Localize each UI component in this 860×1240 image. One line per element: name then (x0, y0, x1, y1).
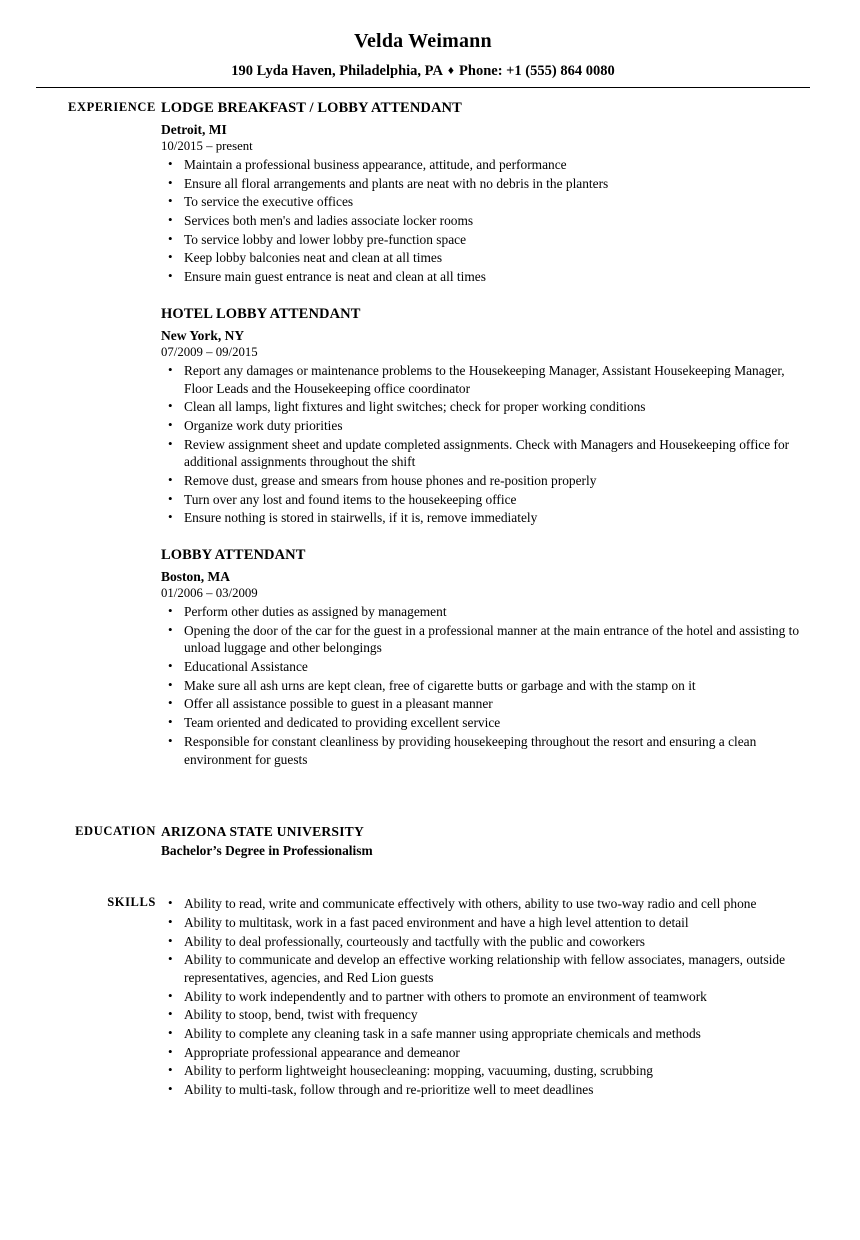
job-bullet: • Turn over any lost and found items to the housekeeping office (161, 491, 810, 509)
contact-phone: Phone: +1 (555) 864 0080 (459, 63, 615, 79)
skill-bullet: • Ability to perform lightweight housecleaning: mopping, vacuuming, dusting, scrubbing (161, 1062, 810, 1080)
job-bullet: • Organize work duty priorities (161, 417, 810, 435)
job-bullet: • Perform other duties as assigned by management (161, 603, 810, 621)
job-dates: 07/2009 – 09/2015 (161, 344, 258, 359)
job-bullet: • Keep lobby balconies neat and clean at all times (161, 249, 810, 267)
job-title: HOTEL LOBBY ATTENDANT (161, 305, 361, 322)
skills-body (161, 895, 810, 1099)
job-dates: 01/2006 – 03/2009 (161, 586, 258, 600)
job-bullet: • Responsible for constant cleanliness by providing housekeeping throughout the resort and ensuring a clean environment for guests (161, 733, 810, 768)
skill-bullet: • Ability to multi-task, follow through and re-prioritize well to meet deadlines (161, 1081, 810, 1099)
job-location: Boston, MA (161, 569, 231, 584)
experience-item (161, 306, 810, 527)
job-title: LODGE BREAKFAST / LOBBY ATTENDANT (161, 100, 462, 116)
job-bullet: • Ensure all floral arrangements and plants are neat with no debris in the planters (161, 175, 810, 193)
skills-section (36, 895, 810, 1099)
skills-bullet-list (161, 895, 810, 1099)
contact-line (36, 63, 810, 80)
skill-bullet: • Ability to stoop, bend, twist with frequency (161, 1006, 810, 1024)
experience-body (161, 100, 810, 768)
education-section-label: EDUCATION (75, 824, 156, 839)
skill-bullet: • Appropriate professional appearance and demeanor (161, 1044, 810, 1062)
job-bullet-list (161, 603, 810, 768)
education-school: ARIZONA STATE UNIVERSITY (161, 824, 364, 840)
education-degree: Bachelor’s Degree in Professionalism (161, 843, 373, 859)
experience-section-label: EXPERIENCE (68, 100, 156, 114)
job-bullet: • Team oriented and dedicated to providing excellent service (161, 714, 810, 732)
skill-bullet: • Ability to communicate and develop an effective working relationship with fellow associates, managers, outside representatives, agencies, and Red Lion guests (161, 951, 810, 986)
skills-section-label: SKILLS (107, 895, 156, 910)
skill-bullet: • Ability to complete any cleaning task in a safe manner using appropriate chemicals and methods (161, 1025, 810, 1043)
education-body (161, 824, 810, 859)
section-spacer (36, 788, 810, 824)
job-location: Detroit, MI (161, 122, 227, 137)
education-section (36, 824, 810, 859)
job-bullet: • To service the executive offices (161, 193, 810, 211)
candidate-name: Velda Weimann (354, 30, 492, 52)
job-bullet-list (161, 362, 810, 527)
skill-bullet: • Ability to work independently and to partner with others to promote an environment of teamwork (161, 988, 810, 1006)
header-divider (36, 87, 810, 88)
section-spacer (36, 863, 810, 895)
job-bullet: • Services both men's and ladies associate locker rooms (161, 212, 810, 230)
job-bullet: • Offer all assistance possible to guest in a pleasant manner (161, 695, 810, 713)
diamond-separator-icon: ♦ (447, 63, 455, 77)
job-dates: 10/2015 – present (161, 139, 253, 153)
job-bullet: • Maintain a professional business appearance, attitude, and performance (161, 156, 810, 174)
contact-address: 190 Lyda Haven, Philadelphia, PA (231, 63, 443, 79)
skill-bullet: • Ability to read, write and communicate effectively with others, ability to use two-way radio and cell phone (161, 895, 810, 913)
skill-bullet: • Ability to deal professionally, courteously and tactfully with the public and coworkers (161, 933, 810, 951)
experience-item (161, 100, 810, 286)
job-bullet-list (161, 156, 810, 286)
skill-bullet: • Ability to multitask, work in a fast paced environment and have a high level attention to detail (161, 914, 810, 932)
job-bullet: • Report any damages or maintenance problems to the Housekeeping Manager, Assistant Housekeeping Manager, Floor Leads and the Housekeeping office coordinator (161, 362, 810, 397)
job-bullet: • Clean all lamps, light fixtures and light switches; check for proper working conditions (161, 398, 810, 416)
job-bullet: • To service lobby and lower lobby pre-function space (161, 231, 810, 249)
experience-section (36, 100, 810, 768)
job-title: LOBBY ATTENDANT (161, 547, 306, 563)
job-bullet: • Remove dust, grease and smears from house phones and re-position properly (161, 472, 810, 490)
job-location: New York, NY (161, 327, 245, 343)
job-bullet: • Review assignment sheet and update completed assignments. Check with Managers and Housekeeping office for additional assignments throughout the shift (161, 436, 810, 471)
job-bullet: • Educational Assistance (161, 658, 810, 676)
job-bullet: • Ensure main guest entrance is neat and clean at all times (161, 268, 810, 286)
job-bullet: • Make sure all ash urns are kept clean, free of cigarette butts or garbage and with the stamp on it (161, 677, 810, 695)
experience-item (161, 547, 810, 768)
job-bullet: • Ensure nothing is stored in stairwells, if it is, remove immediately (161, 509, 810, 527)
job-bullet: • Opening the door of the car for the guest in a professional manner at the main entrance of the hotel and assisting to unload luggage and other belongings (161, 622, 810, 657)
